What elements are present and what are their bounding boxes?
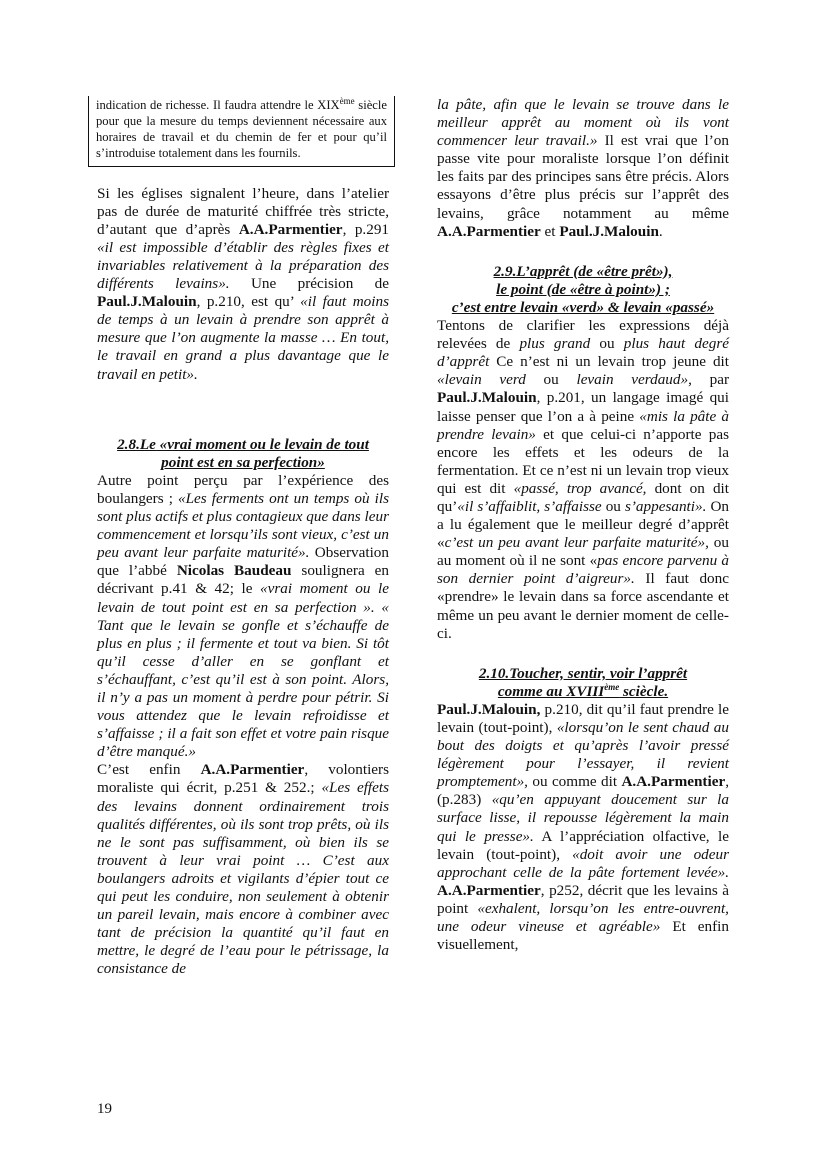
section-heading-2-8 — [97, 436, 389, 472]
text: Il faut donc «prendre» le levain dans sa force ascendante et même un peu avant le dernier moment de celle-ci. — [437, 570, 729, 642]
italic-term: s’appesanti». — [624, 497, 707, 515]
text: dont on dit qu’ — [437, 479, 729, 515]
right-column — [437, 96, 729, 954]
author-name: A.A.Parmentier — [200, 761, 305, 779]
spacer — [97, 384, 389, 436]
text: On a lu également que le meilleur degré d’apprêt « — [437, 497, 730, 552]
paragraph-churches — [97, 185, 389, 384]
author-name: Paul.J.Malouin — [437, 389, 537, 407]
heading-line: 2.8.Le «vrai moment ou le levain de tout — [117, 435, 369, 453]
author-name: Paul.J.Malouin — [559, 222, 659, 240]
text: , par — [688, 371, 729, 389]
text: Ce n’est ni un levain trop jeune dit — [489, 353, 729, 371]
italic-term: c’est un peu avant leur parfaite maturité», — [444, 534, 709, 552]
text: ou comme dit — [527, 773, 622, 791]
author-name: A.A.Parmentier — [621, 773, 726, 791]
text: , p.210, est qu’ — [196, 293, 301, 311]
italic-term: «mis la pâte à prendre levain» — [437, 407, 729, 443]
text: C’est enfin — [97, 761, 201, 779]
page-number: 19 — [97, 1101, 112, 1117]
text: Une précision de — [229, 275, 390, 293]
heading-line: comme au XVIII — [497, 682, 605, 700]
quote: «il faut moins de temps à un levain à prendre son apprêt à mesure que l’on augmente la masse … En tout, le travail en grand a plus davantage que le travail en petit». — [97, 293, 389, 383]
text: Si les églises signalent l’heure, dans l’atelier pas de durée de maturité chiffrée très stricte, d’autant que d’après — [97, 184, 389, 238]
footnote-text-start: indication de richesse. Il faudra attendre le XIX — [96, 98, 340, 112]
section-heading-2-9 — [437, 263, 729, 317]
author-name: A.A.Parmentier — [238, 220, 343, 238]
italic-term: «passé, trop avancé, — [513, 479, 647, 497]
text: Et enfin visuellement, — [437, 918, 729, 954]
author-name: Paul.J.Malouin, — [437, 700, 541, 718]
text: . — [658, 222, 663, 240]
text: ou — [601, 497, 625, 515]
text: , p.291 — [342, 220, 390, 238]
text: et — [540, 222, 560, 240]
author-name: Nicolas Baudeau — [176, 562, 292, 580]
footnote-box — [88, 96, 395, 167]
paragraph-ferments — [97, 472, 389, 762]
heading-line: le point (de «être à point») ; — [496, 280, 670, 298]
author-name: A.A.Parmentier — [437, 222, 541, 240]
author-name: Paul.J.Malouin — [97, 293, 197, 311]
text: Autre point perçu par l’expérience des boulangers ; — [97, 471, 389, 507]
quote: la pâte, afin que le levain se trouve dans le meilleur apprêt au moment où ils vont commencer leur travail.» — [437, 96, 729, 150]
author-name: A.A.Parmentier — [437, 881, 541, 899]
text: p.210, dit qu’il faut prendre le levain (tout-point), — [437, 700, 729, 736]
quote: «Les effets des levains donnent ordinairement trois qualités différentes, où ils sont trop prêts, où ils ne le sont pas suffisamment, où bien ils se trouvent à leur vrai point … C’est aux boulangers adroits et vigilants d’épier tout ce qui peut les conduire, non seulement à obtenir un pareil levain, mais encore à combiner avec tant de précision la quantité qu’il faut en mettre, le degré de l’eau pour le pétrissage, la consistance de — [97, 779, 390, 978]
heading-line: sciècle. — [619, 682, 669, 700]
quote: «vrai moment ou le levain de tout point est en sa perfection ». « Tant que le levain se gonfle et s’échauffe de plus en plus ; il fermente et tout va bien. Si tôt qu’il cesse d’aller en se gonflant et s’échauffant, c’est qu’il est à son point. Alors, il n’y a pas un moment à perdre pour pétrir. Si vous attendez que le levain refroidisse et s’affaisse ; il a fait son effet et votre pain risque d’être manqué.» — [97, 580, 390, 761]
heading-line: 2.9.L’apprêt (de «être prêt»), — [493, 262, 673, 280]
text: , p252, décrit que les levains à point — [437, 881, 729, 917]
heading-line: 2.10.Toucher, sentir, voir l’apprêt — [478, 664, 688, 682]
paragraph-clarify — [437, 317, 729, 643]
heading-line: point est en sa perfection» — [161, 453, 325, 471]
paragraph-parmentier — [97, 761, 389, 978]
quote: «qu’en appuyant doucement sur la surface lisse, il repousse légèrement la main qui le presse». — [437, 791, 729, 845]
text: ou — [525, 371, 577, 389]
footnote-text-rest: siècle pour que la mesure du temps deviennent nécessaire aux horaires de travail et du chemin de fer et pour qu’il s’introduise totalement dans les fournils. — [96, 98, 387, 160]
italic-term: plus haut degré d’apprêt — [437, 335, 729, 371]
spacer — [437, 241, 729, 263]
paragraph-touch-smell — [437, 701, 729, 954]
italic-term: «il s’affaiblit, s’affaisse — [457, 497, 602, 515]
text: et que celui-ci n’apporte pas encore les effets et les odeurs de la fermentation. Et ce n’est ni un levain trop vieux qui est dit — [437, 425, 729, 497]
quote: «il est impossible d’établir des règles fixes et invariables relativement à la préparation des différents levains». — [97, 238, 389, 293]
text: Tentons de clarifier les expressions déjà relevées de — [437, 317, 729, 353]
italic-term: pas encore parvenu à son dernier point d’aigreur». — [437, 552, 730, 588]
heading-line: c’est entre levain «verd» & levain «passé» — [451, 298, 715, 316]
text: Observation que l’abbé — [97, 544, 389, 580]
text: ou au moment où il ne sont « — [437, 534, 729, 570]
quote: «Les ferments ont un temps où ils sont plus actifs et plus contagieux que dans leur commencement et lorsqu’ils sont vieux, c’est un peu avant leur parfaite maturité». — [97, 489, 390, 562]
text: ou — [590, 335, 624, 353]
text: A l’appréciation olfactive, le levain (tout-point), — [437, 827, 729, 863]
text: soulignera en décrivant p.41 & 42; le — [97, 562, 389, 598]
heading-superscript: ème — [604, 681, 620, 692]
left-column — [97, 96, 389, 978]
footnote-superscript: ème — [339, 95, 355, 106]
quote: «exhalent, lorsqu’on les entre-ouvrent, une odeur vineuse et agréable» — [437, 899, 729, 936]
spacer — [437, 643, 729, 665]
section-heading-2-10 — [437, 665, 729, 701]
italic-term: levain verdaud» — [576, 371, 689, 389]
text: , p.201, un langage imagé qui laisse penser que l’on a à peine — [437, 389, 729, 425]
paragraph-continuation — [437, 96, 729, 241]
italic-term: «levain verd — [437, 371, 526, 389]
text: , (p.283) — [437, 773, 729, 809]
text: Il est vrai que l’on passe vite pour moraliste lorsque l’on définit les faits par des principes sans être précis. Alors essayons d’être plus précis sur l’apprêt des levains, grâce notamment au même — [437, 132, 729, 222]
quote: «lorsqu’on le sent chaud au bout des doigts et qu’après l’avoir pressé légèrement pour l’essayer, il revient promptement», — [437, 719, 729, 791]
quote: «doit avoir une odeur approchant celle de la pâte fortement levée». — [437, 845, 730, 881]
text: , volontiers moraliste qui écrit, p.251 & 252.; — [97, 761, 389, 797]
italic-term: plus grand — [519, 335, 591, 353]
